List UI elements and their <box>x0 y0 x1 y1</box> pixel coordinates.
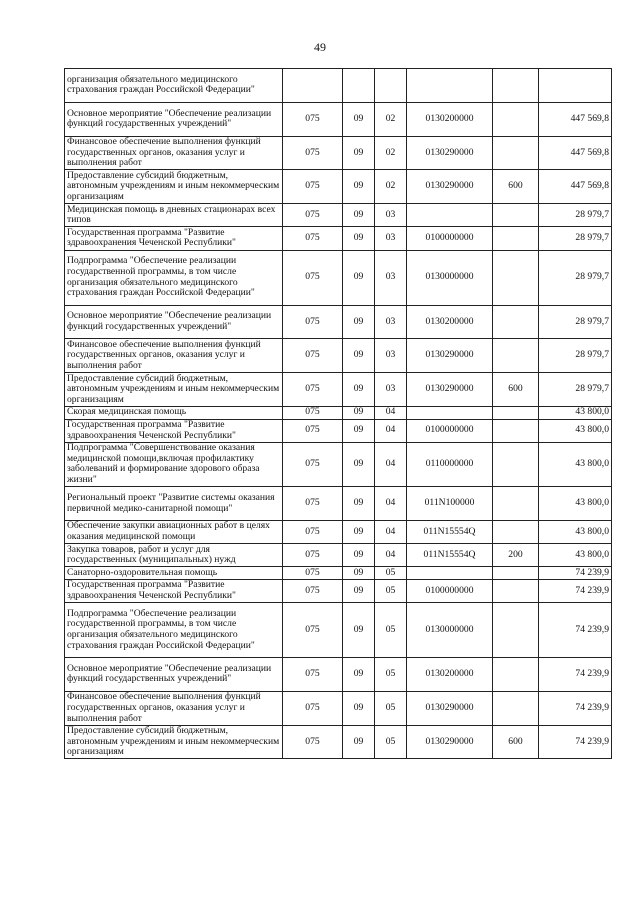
row-section-code-cell: 09 <box>343 305 375 339</box>
table-row <box>65 102 612 136</box>
row-target-article-cell <box>407 204 493 227</box>
row-expense-type-cell <box>493 567 539 580</box>
row-name-cell: Предоставление субсидий бюджетным, автономным учреждениям и иным некоммерческим организациям <box>65 373 283 407</box>
row-ministry-code-cell: 075 <box>283 227 343 250</box>
row-name-cell: Закупка товаров, работ и услуг для государственных (муниципальных) нужд <box>65 544 283 567</box>
table-row <box>65 658 612 692</box>
row-name-cell: Основное мероприятие "Обеспечение реализации функций государственных учреждений" <box>65 658 283 692</box>
row-ministry-code-cell: 075 <box>283 691 343 725</box>
row-section-code-cell: 09 <box>343 204 375 227</box>
row-name-cell: Скорая медицинская помощь <box>65 406 283 419</box>
row-expense-type-cell <box>493 487 539 521</box>
row-section-code-cell: 09 <box>343 579 375 602</box>
row-name-cell: Финансовое обеспечение выполнения функций государственных органов, оказания услуг и выполнения работ <box>65 339 283 373</box>
row-amount-cell: 43 800,0 <box>539 520 612 543</box>
row-section-code-cell: 09 <box>343 170 375 204</box>
row-name-cell: организация обязательного медицинского страхования граждан Российской Федерации" <box>65 69 283 103</box>
row-subsection-code-cell: 05 <box>375 603 407 658</box>
row-section-code-cell: 09 <box>343 487 375 521</box>
table-row <box>65 250 612 305</box>
row-name-cell: Предоставление субсидий бюджетным, автономным учреждениям и иным некоммерческим организациям <box>65 725 283 759</box>
budget-table <box>64 68 612 759</box>
row-expense-type-cell <box>493 305 539 339</box>
row-name-cell: Региональный проект "Развитие системы оказания первичной медико-санитарной помощи" <box>65 487 283 521</box>
row-section-code-cell: 09 <box>343 136 375 170</box>
row-subsection-code-cell: 05 <box>375 725 407 759</box>
table-row <box>65 544 612 567</box>
row-name-cell: Медицинская помощь в дневных стационарах всех типов <box>65 204 283 227</box>
row-section-code-cell: 09 <box>343 419 375 442</box>
row-target-article-cell: 0130290000 <box>407 339 493 373</box>
row-expense-type-cell: 600 <box>493 725 539 759</box>
row-subsection-code-cell: 04 <box>375 419 407 442</box>
row-target-article-cell: 011N15554Q <box>407 544 493 567</box>
row-expense-type-cell <box>493 520 539 543</box>
row-section-code-cell: 09 <box>343 227 375 250</box>
row-ministry-code-cell: 075 <box>283 406 343 419</box>
row-section-code-cell <box>343 69 375 103</box>
row-target-article-cell: 0100000000 <box>407 419 493 442</box>
row-amount-cell: 43 800,0 <box>539 442 612 486</box>
table-row <box>65 204 612 227</box>
row-subsection-code-cell: 04 <box>375 544 407 567</box>
row-expense-type-cell <box>493 442 539 486</box>
table-row <box>65 373 612 407</box>
row-subsection-code-cell: 03 <box>375 250 407 305</box>
row-expense-type-cell <box>493 339 539 373</box>
table-row <box>65 579 612 602</box>
row-section-code-cell: 09 <box>343 567 375 580</box>
row-name-cell: Подпрограмма "Обеспечение реализации государственной программы, в том числе организация обязательного медицинского страхования граждан Российской Федерации" <box>65 603 283 658</box>
row-section-code-cell: 09 <box>343 658 375 692</box>
row-target-article-cell: 0130200000 <box>407 658 493 692</box>
table-row <box>65 170 612 204</box>
row-name-cell: Основное мероприятие "Обеспечение реализации функций государственных учреждений" <box>65 305 283 339</box>
row-amount-cell: 43 800,0 <box>539 544 612 567</box>
table-row <box>65 339 612 373</box>
row-amount-cell: 28 979,7 <box>539 373 612 407</box>
row-ministry-code-cell: 075 <box>283 579 343 602</box>
table-row <box>65 136 612 170</box>
row-expense-type-cell: 600 <box>493 170 539 204</box>
row-subsection-code-cell: 05 <box>375 658 407 692</box>
row-ministry-code-cell: 075 <box>283 419 343 442</box>
row-amount-cell: 74 239,9 <box>539 579 612 602</box>
row-target-article-cell: 0130290000 <box>407 373 493 407</box>
row-amount-cell: 74 239,9 <box>539 603 612 658</box>
row-target-article-cell: 011N15554Q <box>407 520 493 543</box>
row-amount-cell <box>539 69 612 103</box>
row-expense-type-cell <box>493 250 539 305</box>
row-name-cell: Финансовое обеспечение выполнения функций государственных органов, оказания услуг и выполнения работ <box>65 691 283 725</box>
row-expense-type-cell <box>493 691 539 725</box>
table-row <box>65 69 612 103</box>
row-expense-type-cell: 600 <box>493 373 539 407</box>
row-name-cell: Обеспечение закупки авиационных работ в целях оказания медицинской помощи <box>65 520 283 543</box>
row-subsection-code-cell: 05 <box>375 691 407 725</box>
row-section-code-cell: 09 <box>343 339 375 373</box>
row-amount-cell: 28 979,7 <box>539 227 612 250</box>
row-amount-cell: 43 800,0 <box>539 487 612 521</box>
row-subsection-code-cell <box>375 69 407 103</box>
row-expense-type-cell <box>493 136 539 170</box>
row-section-code-cell: 09 <box>343 691 375 725</box>
table-row <box>65 305 612 339</box>
row-subsection-code-cell: 05 <box>375 567 407 580</box>
row-amount-cell: 43 800,0 <box>539 419 612 442</box>
table-row <box>65 406 612 419</box>
row-amount-cell: 447 569,8 <box>539 136 612 170</box>
row-section-code-cell: 09 <box>343 520 375 543</box>
row-target-article-cell: 0130200000 <box>407 305 493 339</box>
row-name-cell: Предоставление субсидий бюджетным, автономным учреждениям и иным некоммерческим организациям <box>65 170 283 204</box>
table-row <box>65 567 612 580</box>
row-ministry-code-cell: 075 <box>283 250 343 305</box>
row-ministry-code-cell: 075 <box>283 725 343 759</box>
row-ministry-code-cell: 075 <box>283 102 343 136</box>
row-ministry-code-cell: 075 <box>283 204 343 227</box>
row-amount-cell: 447 569,8 <box>539 102 612 136</box>
row-section-code-cell: 09 <box>343 250 375 305</box>
row-name-cell: Санаторно-оздоровительная помощь <box>65 567 283 580</box>
table-row <box>65 227 612 250</box>
row-amount-cell: 447 569,8 <box>539 170 612 204</box>
row-subsection-code-cell: 04 <box>375 487 407 521</box>
row-subsection-code-cell: 03 <box>375 227 407 250</box>
row-target-article-cell <box>407 567 493 580</box>
row-amount-cell: 74 239,9 <box>539 725 612 759</box>
row-expense-type-cell <box>493 69 539 103</box>
row-expense-type-cell <box>493 658 539 692</box>
row-ministry-code-cell: 075 <box>283 603 343 658</box>
row-section-code-cell: 09 <box>343 373 375 407</box>
row-section-code-cell: 09 <box>343 603 375 658</box>
page-number: 49 <box>314 40 326 54</box>
row-ministry-code-cell: 075 <box>283 339 343 373</box>
row-ministry-code-cell: 075 <box>283 305 343 339</box>
row-name-cell: Подпрограмма "Совершенствование оказания медицинской помощи,включая профилактику заболеваний и формирование здорового образа жизни" <box>65 442 283 486</box>
table-row <box>65 520 612 543</box>
table-row <box>65 691 612 725</box>
table-row <box>65 442 612 486</box>
row-target-article-cell: 0100000000 <box>407 227 493 250</box>
row-subsection-code-cell: 04 <box>375 442 407 486</box>
row-expense-type-cell: 200 <box>493 544 539 567</box>
table-row <box>65 725 612 759</box>
row-ministry-code-cell: 075 <box>283 136 343 170</box>
row-target-article-cell <box>407 406 493 419</box>
row-ministry-code-cell: 075 <box>283 520 343 543</box>
row-section-code-cell: 09 <box>343 406 375 419</box>
row-amount-cell: 74 239,9 <box>539 691 612 725</box>
row-name-cell: Финансовое обеспечение выполнения функций государственных органов, оказания услуг и выполнения работ <box>65 136 283 170</box>
row-target-article-cell: 0130290000 <box>407 691 493 725</box>
row-ministry-code-cell: 075 <box>283 487 343 521</box>
row-ministry-code-cell: 075 <box>283 373 343 407</box>
row-section-code-cell: 09 <box>343 725 375 759</box>
row-expense-type-cell <box>493 227 539 250</box>
row-target-article-cell: 0130000000 <box>407 250 493 305</box>
row-expense-type-cell <box>493 579 539 602</box>
row-target-article-cell: 0110000000 <box>407 442 493 486</box>
row-expense-type-cell <box>493 406 539 419</box>
row-amount-cell: 43 800,0 <box>539 406 612 419</box>
row-subsection-code-cell: 05 <box>375 579 407 602</box>
row-subsection-code-cell: 04 <box>375 520 407 543</box>
row-subsection-code-cell: 04 <box>375 406 407 419</box>
row-ministry-code-cell: 075 <box>283 442 343 486</box>
row-ministry-code-cell: 075 <box>283 170 343 204</box>
row-target-article-cell: 0130200000 <box>407 102 493 136</box>
row-section-code-cell: 09 <box>343 102 375 136</box>
row-ministry-code-cell: 075 <box>283 658 343 692</box>
row-name-cell: Подпрограмма "Обеспечение реализации государственной программы, в том числе организация обязательного медицинского страхования граждан Российской Федерации" <box>65 250 283 305</box>
row-subsection-code-cell: 03 <box>375 305 407 339</box>
row-subsection-code-cell: 03 <box>375 373 407 407</box>
table-row <box>65 419 612 442</box>
row-subsection-code-cell: 03 <box>375 339 407 373</box>
row-name-cell: Государственная программа "Развитие здравоохранения Чеченской Республики" <box>65 419 283 442</box>
row-target-article-cell: 0130290000 <box>407 136 493 170</box>
row-expense-type-cell <box>493 204 539 227</box>
row-amount-cell: 74 239,9 <box>539 567 612 580</box>
row-section-code-cell: 09 <box>343 442 375 486</box>
row-ministry-code-cell: 075 <box>283 544 343 567</box>
row-section-code-cell: 09 <box>343 544 375 567</box>
row-expense-type-cell <box>493 603 539 658</box>
row-amount-cell: 28 979,7 <box>539 339 612 373</box>
row-target-article-cell: 011N100000 <box>407 487 493 521</box>
row-target-article-cell: 0130290000 <box>407 725 493 759</box>
row-target-article-cell <box>407 69 493 103</box>
row-subsection-code-cell: 03 <box>375 204 407 227</box>
row-expense-type-cell <box>493 102 539 136</box>
row-subsection-code-cell: 02 <box>375 102 407 136</box>
row-subsection-code-cell: 02 <box>375 170 407 204</box>
row-ministry-code-cell: 075 <box>283 567 343 580</box>
row-ministry-code-cell <box>283 69 343 103</box>
row-target-article-cell: 0130290000 <box>407 170 493 204</box>
row-amount-cell: 74 239,9 <box>539 658 612 692</box>
row-amount-cell: 28 979,7 <box>539 250 612 305</box>
table-row <box>65 603 612 658</box>
row-amount-cell: 28 979,7 <box>539 305 612 339</box>
row-subsection-code-cell: 02 <box>375 136 407 170</box>
row-expense-type-cell <box>493 419 539 442</box>
budget-table-body <box>65 69 612 759</box>
row-amount-cell: 28 979,7 <box>539 204 612 227</box>
table-row <box>65 487 612 521</box>
row-target-article-cell: 0100000000 <box>407 579 493 602</box>
row-name-cell: Государственная программа "Развитие здравоохранения Чеченской Республики" <box>65 579 283 602</box>
row-name-cell: Основное мероприятие "Обеспечение реализации функций государственных учреждений" <box>65 102 283 136</box>
row-target-article-cell: 0130000000 <box>407 603 493 658</box>
row-name-cell: Государственная программа "Развитие здравоохранения Чеченской Республики" <box>65 227 283 250</box>
